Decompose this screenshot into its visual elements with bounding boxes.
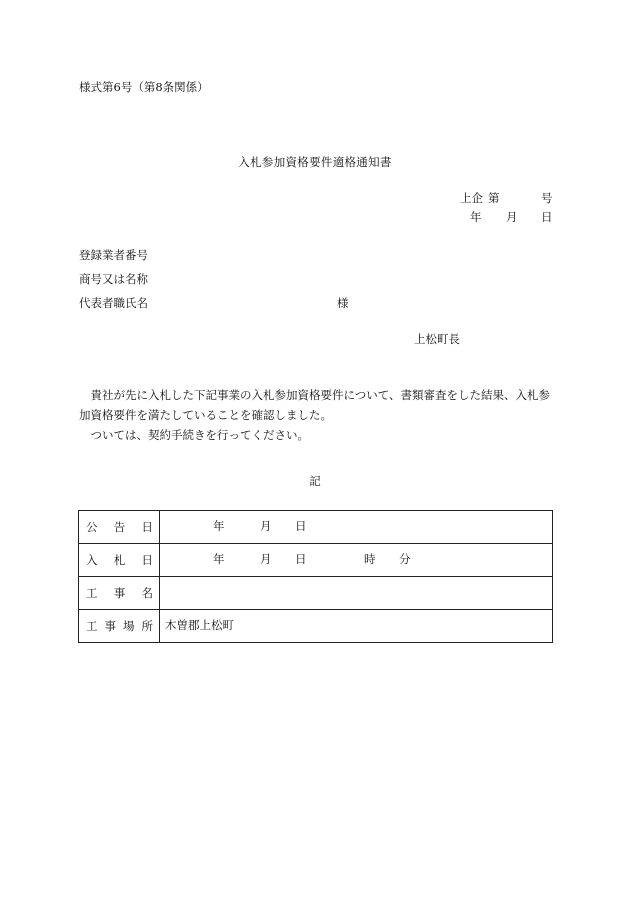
document-date-day: 日 (541, 210, 553, 224)
project-location-label (79, 610, 160, 643)
ki-heading: 記 (309, 474, 321, 488)
project-name-label (79, 577, 160, 610)
body-paragraph-1: 貴社が先に入札した下記事業の入札参加資格要件について、書類審査をした結果、入札参加資格要件を満たしていることを確認しました。 (79, 388, 551, 422)
bid-date-label (79, 544, 160, 577)
label-char: 事 (113, 586, 126, 600)
announcement-date-label (79, 511, 160, 544)
issuer: 上松町長 (414, 332, 460, 346)
row-bid-date (79, 544, 553, 577)
document-number-go: 号 (541, 191, 553, 205)
form-number: 様式第6号（第8条関係） (79, 80, 209, 94)
document-number-dai: 第 (488, 191, 500, 205)
representative-label: 代表者職氏名 (79, 296, 148, 310)
project-name-value (160, 577, 553, 610)
bid-year: 年 (213, 552, 225, 566)
label-char: 所 (141, 619, 153, 633)
registration-number-label: 登録業者番号 (79, 248, 148, 262)
row-project-location (79, 610, 553, 643)
label-char: 公 (86, 520, 98, 534)
project-location-value (160, 610, 553, 643)
row-announcement-date (79, 511, 553, 544)
honorific: 様 (337, 296, 349, 310)
body-text (79, 385, 557, 445)
label-char: 名 (141, 586, 153, 600)
label-char: 場 (123, 619, 135, 633)
document-title: 入札参加資格要件適格通知書 (238, 155, 392, 169)
detail-table (78, 510, 553, 643)
label-char: 日 (141, 553, 153, 567)
announcement-month: 月 (260, 519, 272, 533)
bid-day: 日 (295, 552, 307, 566)
label-char: 告 (113, 520, 126, 534)
announcement-year: 年 (213, 519, 225, 533)
document-date-year: 年 (470, 210, 482, 224)
announcement-date-value (160, 511, 553, 544)
bid-month: 月 (260, 552, 272, 566)
label-char: 日 (141, 520, 153, 534)
label-char: 工 (86, 586, 98, 600)
bid-minute: 分 (399, 552, 411, 566)
label-char: 事 (104, 619, 116, 633)
label-char: 入 (86, 553, 98, 567)
label-char: 工 (86, 619, 98, 633)
body-paragraph-2: ついては、契約手続きを行ってください。 (90, 428, 309, 442)
document-number-prefix: 上企 (460, 191, 483, 205)
document-date-month: 月 (506, 210, 518, 224)
label-char: 札 (113, 553, 126, 567)
announcement-day: 日 (295, 519, 307, 533)
row-project-name (79, 577, 553, 610)
project-location-text: 木曽郡上松町 (165, 618, 234, 632)
trade-name-label: 商号又は名称 (79, 272, 148, 286)
bid-date-value (160, 544, 553, 577)
bid-hour: 時 (364, 552, 376, 566)
